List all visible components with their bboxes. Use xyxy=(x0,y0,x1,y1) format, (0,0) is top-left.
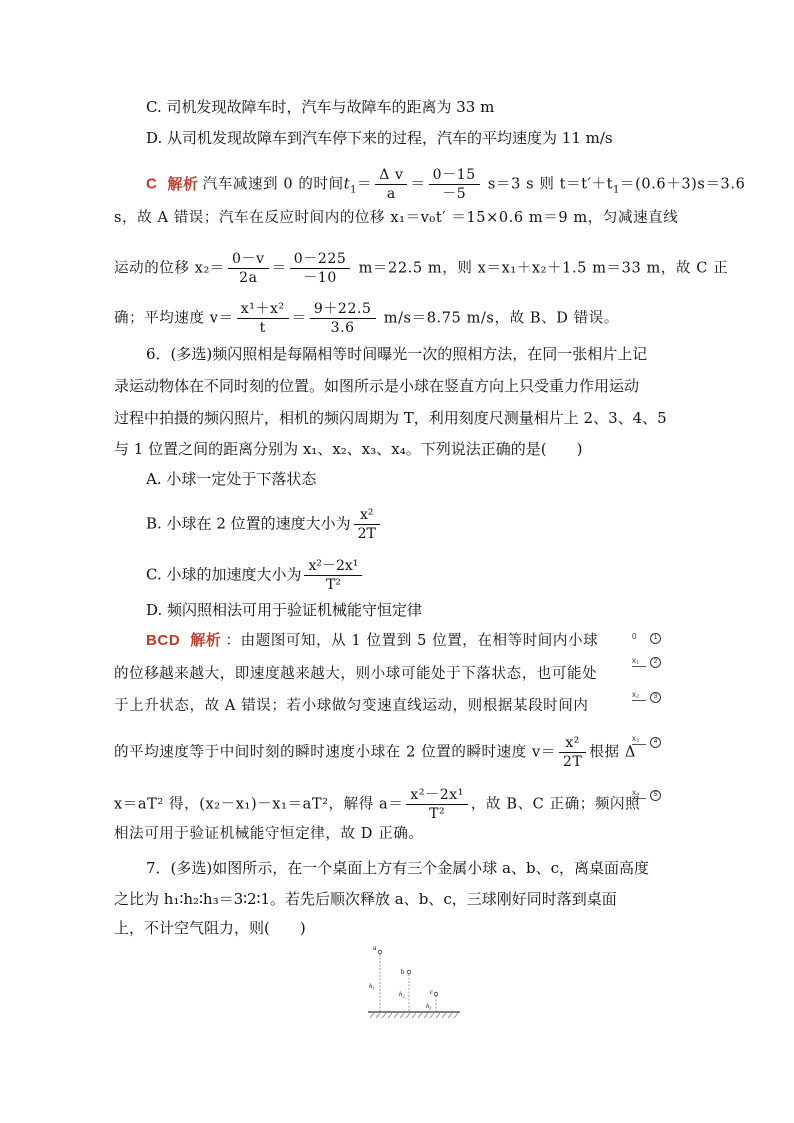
ball-a xyxy=(378,950,382,954)
q6-solution-line-4 xyxy=(114,734,636,771)
q6-solution-line-3: 于上升状态，故 A 错误；若小球做匀变速直线运动，则根据某段时间内 xyxy=(114,698,589,714)
sub: 1 xyxy=(350,184,358,196)
strobe-label-x4: x₄ xyxy=(632,788,640,797)
numerator: 0－225 xyxy=(290,250,351,269)
q6-stem-line-2: 录运动物体在不同时刻的位置。如图所示是小球在竖直方向上只受重力作用运动 xyxy=(114,377,640,395)
q5-option-d: D. 从司机发现故障车到汽车停下来的过程，汽车的平均速度为 11 m/s xyxy=(146,129,613,147)
numerator: x²－2x¹ xyxy=(406,786,468,805)
sub: 1 xyxy=(613,184,621,196)
height-label-h1: h₁ xyxy=(369,983,375,990)
fraction xyxy=(228,250,269,287)
text: x＝aT² 得，(x₂－x₁)－x₁＝aT²，解得 a＝ xyxy=(114,796,404,813)
text: ＝(0.6＋3)s＝3.6 xyxy=(620,176,746,193)
fraction xyxy=(290,250,351,287)
numerator: Δ v xyxy=(375,166,407,185)
numerator: x¹＋x² xyxy=(237,300,289,319)
three-balls-diagram xyxy=(364,938,462,1020)
ball-a-label: a xyxy=(373,944,377,952)
q5-solution-line-1: C 解析 汽车减速到 0 的时间$t_1=$ $\frac{\text{Δ v}}{a}$ ＝ $\frac{0-15}{-5}$ s＝3 s 则 $t=t'+t_1=(0.6+3)s=3.6$ xyxy=(146,167,746,202)
text: s＝3 s 则 t＝t′＋t xyxy=(482,176,614,193)
text: ，故 B、C 正确；频闪照 xyxy=(470,796,641,813)
q6-option-b xyxy=(146,506,383,543)
strobe-label-x3: x₃ xyxy=(632,734,640,743)
height-label-h2: h₂ xyxy=(399,991,405,998)
q7-stem-line-2: 之比为 h₁∶h₂∶h₃＝3∶2∶1。若先后顺次释放 a、b、c，三球刚好同时落到桌面 xyxy=(114,890,617,908)
height-label-h3: h₃ xyxy=(426,1003,432,1010)
text: 的平均速度等于中间时刻的瞬时速度小球在 2 位置的瞬时速度 v＝ xyxy=(114,744,556,761)
denominator: 2T xyxy=(562,754,583,770)
q6-option-d: D. 频闪照相法可用于验证机械能守恒定律 xyxy=(146,601,423,619)
denominator: T² xyxy=(325,577,341,593)
denominator: T² xyxy=(429,806,446,822)
text: 运动的位移 x₂＝ xyxy=(114,260,225,277)
strobe-tick xyxy=(632,666,646,667)
text: 确；平均速度 v＝ xyxy=(114,310,234,327)
fraction xyxy=(375,166,407,203)
numerator: 0－15 xyxy=(429,166,480,185)
q5-solution-line-2: s，故 A 错误；汽车在反应时间内的位移 x₁＝v₀t′ ＝15×0.6 m＝9 m，匀减速直线 xyxy=(114,210,679,226)
q5-solution-line-4: 确；平均速度 v＝ $\frac{\text{x¹＋x²}}{t}$ ＝ $\frac{9+22.5}{3.6}$ m/s＝8.75 m/s，故 B、D 错误。 xyxy=(114,301,619,336)
fraction xyxy=(354,506,380,543)
strobe-tick xyxy=(632,798,646,799)
strobe-label-0: 0 xyxy=(632,632,637,641)
answer-label: BCD xyxy=(146,632,181,649)
denominator: 2a xyxy=(239,270,258,286)
strobe-ball-2: 2 xyxy=(650,657,661,668)
q6-option-a: A. 小球一定处于下落状态 xyxy=(146,470,317,488)
text: C. 小球的加速度大小为 xyxy=(146,565,302,584)
strobe-tick xyxy=(632,700,646,701)
numerator: x² xyxy=(354,506,380,525)
text: ：由题图可知，从 1 位置到 5 位置，在相等时间内小球 xyxy=(225,633,599,649)
strobe-photo-diagram xyxy=(632,632,668,804)
ball-c xyxy=(434,992,438,996)
q6-stem-line-4: 与 1 位置之间的距离分别为 x₁、x₂、x₃、x₄。下列说法正确的是( ) xyxy=(114,440,583,458)
q6-option-c xyxy=(146,557,365,594)
q6-solution-line-6: 相法可用于验证机械能守恒定律，故 D 正确。 xyxy=(114,826,424,842)
denominator: a xyxy=(386,186,396,202)
text: m/s＝8.75 m/s，故 B、D 错误。 xyxy=(378,310,619,327)
q6-stem-line-3: 过程中拍摄的频闪照片，相机的频闪周期为 T，利用刻度尺测量相片上 2、3、4、5 xyxy=(114,409,667,427)
var: t xyxy=(343,176,351,193)
q5-solution-line-3: 运动的位移 x₂＝ $\frac{0-v}{2a}$ ＝ $\frac{0-225}{-10}$ m＝22.5 m，则 x＝x₁＋x₂＋1.5 m＝33 m，故 C 正 xyxy=(114,251,729,286)
strobe-ball-4: 4 xyxy=(650,737,661,748)
denominator: －5 xyxy=(442,186,467,202)
q6-stem-line-1: 6．(多选)频闪照相是每隔相等时间曝光一次的照相方法，在同一张相片上记 xyxy=(146,345,648,363)
strobe-ball-3: 3 xyxy=(650,692,661,703)
numerator: x²－2x¹ xyxy=(304,557,362,576)
text: 根据 Δ xyxy=(589,744,636,761)
strobe-ball-1: 1 xyxy=(650,633,661,644)
strobe-label-x2: x₂ xyxy=(632,690,640,699)
fraction xyxy=(310,300,376,337)
fraction xyxy=(429,166,480,203)
q6-solution-line-5 xyxy=(114,786,640,823)
answer-label: C xyxy=(146,175,158,193)
strobe-tick xyxy=(632,744,646,745)
denominator: －10 xyxy=(303,270,337,286)
ball-b-label: b xyxy=(401,968,405,976)
fraction xyxy=(237,300,289,337)
denominator: 2T xyxy=(357,526,376,542)
strobe-ball-5: 5 xyxy=(650,790,661,801)
fraction xyxy=(559,734,586,771)
denominator: t xyxy=(259,320,266,336)
eq: ＝ xyxy=(357,176,373,193)
analysis-label: 解析 xyxy=(190,632,222,649)
ball-b xyxy=(407,970,411,974)
q7-stem-line-1: 7．(多选)如图所示，在一个桌面上方有三个金属小球 a、b、c，离桌面高度 xyxy=(146,859,649,877)
strobe-label-x1: x₁ xyxy=(632,656,639,665)
q6-solution-line-1 xyxy=(146,631,598,651)
analysis-label: 解析 xyxy=(167,175,199,193)
q5-option-c: C. 司机发现故障车时，汽车与故障车的距离为 33 m xyxy=(146,98,495,116)
text: 汽车减速到 0 的时间 xyxy=(202,176,344,193)
q6-solution-line-2: 的位移越来越大，即速度越来越大，则小球可能处于下落状态，也可能处 xyxy=(114,666,598,682)
table-hatching xyxy=(370,1013,458,1018)
fraction xyxy=(304,557,362,594)
fraction xyxy=(406,786,468,823)
numerator: 9＋22.5 xyxy=(310,300,376,319)
q7-stem-line-3: 上，不计空气阻力，则( ) xyxy=(114,919,306,937)
denominator: 3.6 xyxy=(330,320,355,336)
text: B. 小球在 2 位置的速度大小为 xyxy=(146,514,351,533)
numerator: 0－v xyxy=(228,250,269,269)
ball-c-label: c xyxy=(430,988,434,996)
numerator: x² xyxy=(559,734,586,753)
text: m＝22.5 m，则 x＝x₁＋x₂＋1.5 m＝33 m，故 C 正 xyxy=(353,260,729,277)
